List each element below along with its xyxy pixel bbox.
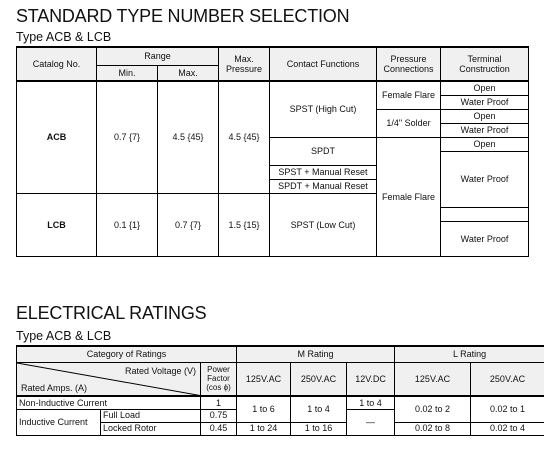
header-contact-functions: Contact Functions [270, 47, 377, 81]
electrical-ratings-table [16, 345, 544, 436]
row-non-inductive-label: Non-Inductive Current [17, 396, 201, 409]
acb-max: 4.5 {45} [158, 81, 219, 193]
contact-spdt: SPDT [270, 137, 377, 165]
locked-rotor-pf: 0.45 [201, 422, 237, 435]
terminal-waterproof-4: Water Proof [441, 221, 529, 257]
connection-female-flare-2: Female Flare [377, 137, 441, 257]
header-l-rating: L Rating [395, 346, 544, 362]
header-category: Category of Ratings [17, 346, 237, 362]
header-terminal-construction: Terminal Construction [441, 47, 529, 81]
merged-l2: 0.02 to 1 [471, 396, 544, 422]
connection-solder: 1/4" Solder [377, 109, 441, 137]
contact-spdt-manual: SPDT + Manual Reset [270, 179, 377, 193]
header-rated-voltage: Rated Voltage (V) [124, 365, 196, 376]
header-power-factor: Power Factor (cos ϕ) [201, 362, 237, 396]
terminal-waterproof-1: Water Proof [441, 95, 529, 109]
catalog-lcb: LCB [17, 193, 97, 257]
header-voltage-l1: 125V.AC [395, 362, 471, 396]
section-subtitle-type-selection: Type ACB & LCB [16, 30, 112, 44]
terminal-open-3: Open [441, 137, 529, 151]
terminal-open-1: Open [441, 81, 529, 95]
section-title-electrical-ratings: ELECTRICAL RATINGS [16, 303, 207, 323]
acb-max-pressure: 4.5 {45} [219, 81, 270, 193]
header-rated-diagonal [17, 362, 201, 396]
contact-spst-manual: SPST + Manual Reset [270, 165, 377, 179]
merged-l1: 0.02 to 2 [395, 396, 471, 422]
header-catalog: Catalog No. [17, 47, 97, 81]
terminal-waterproof-2: Water Proof [441, 123, 529, 137]
acb-min: 0.7 {7} [97, 81, 158, 193]
locked-rotor-m2: 1 to 16 [291, 422, 347, 435]
header-rated-amps: Rated Amps. (A) [21, 382, 88, 393]
catalog-acb: ACB [17, 81, 97, 193]
lcb-max: 0.7 {7} [158, 193, 219, 257]
locked-rotor-l2: 0.02 to 4 [471, 422, 544, 435]
non-inductive-pf: 1 [201, 396, 237, 409]
contact-spst-high: SPST (High Cut) [270, 81, 377, 137]
lcb-max-pressure: 1.5 {15} [219, 193, 270, 257]
section-title-type-selection: STANDARD TYPE NUMBER SELECTION [16, 6, 350, 26]
section-subtitle-electrical-ratings: Type ACB & LCB [16, 329, 112, 343]
header-range: Range [97, 47, 219, 65]
header-max-pressure: Max. Pressure [219, 47, 270, 81]
header-m-rating: M Rating [237, 346, 395, 362]
merged-m3-dash: — [347, 409, 395, 435]
header-min: Min. [97, 65, 158, 81]
header-voltage-m1: 125V.AC [237, 362, 291, 396]
header-pressure-connections: Pressure Connections [377, 47, 441, 81]
header-max: Max. [158, 65, 219, 81]
non-inductive-m3: 1 to 4 [347, 396, 395, 409]
lcb-min: 0.1 {1} [97, 193, 158, 257]
row-inductive-label: Inductive Current [17, 409, 101, 435]
locked-rotor-m1: 1 to 24 [237, 422, 291, 435]
merged-m2: 1 to 4 [291, 396, 347, 422]
terminal-waterproof-3: Water Proof [441, 151, 529, 207]
header-voltage-m3: 12V.DC [347, 362, 395, 396]
row-locked-rotor-label: Locked Rotor [101, 422, 201, 435]
connection-female-flare: Female Flare [377, 81, 441, 109]
header-voltage-m2: 250V.AC [291, 362, 347, 396]
terminal-open-2: Open [441, 109, 529, 123]
locked-rotor-l1: 0.02 to 8 [395, 422, 471, 435]
type-selection-table [16, 46, 529, 257]
row-full-load-label: Full Load [101, 409, 201, 422]
contact-spst-low: SPST (Low Cut) [270, 193, 377, 257]
header-voltage-l2: 250V.AC [471, 362, 544, 396]
merged-m1: 1 to 6 [237, 396, 291, 422]
full-load-pf: 0.75 [201, 409, 237, 422]
